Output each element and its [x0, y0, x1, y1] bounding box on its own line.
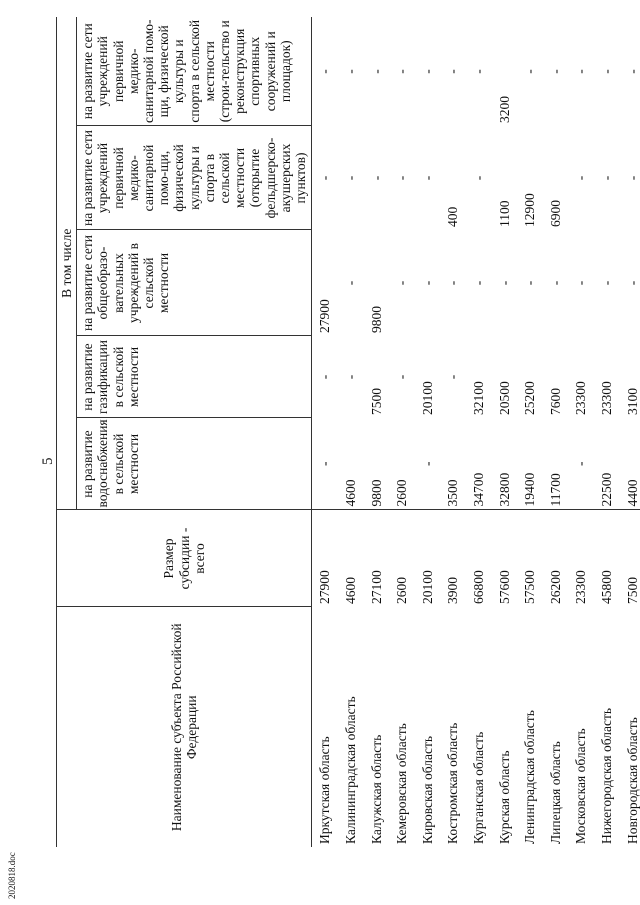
- subsidy-value: 2600: [394, 479, 410, 507]
- header-medical-posts: на развитие сети учреждений первичной медико-санитарной помо-щи, физической культуры и спорта в сельской местности (открытие фельдшерско-акушерских пунктов): [77, 126, 312, 230]
- subsidy-value: -: [419, 461, 435, 466]
- table-row: [389, 17, 415, 847]
- subsidy-value: 20500: [496, 381, 512, 415]
- table-row: [568, 17, 594, 847]
- subsidy-value: -: [368, 69, 384, 74]
- subsidy-value: -: [624, 280, 640, 286]
- region-name: Новгородская область: [624, 717, 640, 844]
- subsidy-value: -: [547, 280, 563, 286]
- subsidy-total: 23300: [568, 510, 594, 607]
- subsidy-value: 9800: [368, 479, 384, 507]
- subsidy-value: 7500: [368, 388, 384, 415]
- subsidy-total: 26200: [543, 510, 569, 607]
- subsidy-value: 4600: [343, 479, 359, 507]
- region-name: Калужская область: [368, 734, 384, 844]
- subsidy-value: 34700: [471, 472, 486, 507]
- table-row: [466, 17, 492, 847]
- subsidy-value: 7600: [547, 388, 563, 415]
- subsidy-value: -: [445, 280, 461, 286]
- region-name: Курская область: [496, 750, 512, 844]
- subsidy-value: 1100: [496, 200, 512, 227]
- subsidy-value: 32100: [471, 381, 486, 415]
- table-row: [619, 17, 640, 847]
- region-name: Костромская область: [445, 722, 461, 844]
- subsidy-value: 20100: [419, 381, 435, 415]
- header-total: Размер субсидии - всего: [57, 510, 312, 607]
- subsidy-value: 3100: [624, 388, 640, 415]
- table-row: [440, 17, 466, 847]
- table-row: [491, 17, 517, 847]
- subsidy-value: 32800: [496, 472, 512, 507]
- subsidy-value: 12900: [522, 193, 538, 227]
- header-region-name: Наименование субъекта Российской Федерации: [57, 607, 312, 847]
- subsidy-value: 3500: [445, 479, 461, 507]
- region-name: Кировская область: [419, 735, 435, 844]
- subsidy-total: 3900: [440, 510, 466, 607]
- subsidy-value: 27900: [317, 299, 333, 333]
- subsidy-value: -: [624, 69, 640, 74]
- subsidy-value: 23300: [573, 381, 589, 415]
- subsidy-value: -: [547, 69, 563, 74]
- subsidy-value: -: [419, 175, 435, 181]
- region-name: Нижегородская область: [598, 707, 614, 844]
- subsidy-value: -: [317, 175, 333, 181]
- subsidy-value: -: [573, 69, 589, 74]
- subsidy-value: -: [394, 374, 410, 380]
- table-row: [363, 17, 389, 847]
- subsidy-value: 3200: [496, 96, 512, 123]
- subsidy-value: -: [343, 69, 359, 74]
- page-number: 5: [40, 457, 56, 465]
- subsidy-value: -: [343, 374, 359, 380]
- subsidy-value: -: [445, 69, 461, 74]
- subsidy-value: -: [522, 280, 538, 286]
- subsidy-value: -: [445, 374, 461, 380]
- subsidy-table: [56, 17, 640, 847]
- subsidy-total: 20100: [415, 510, 441, 607]
- subsidy-value: -: [419, 280, 435, 286]
- subsidy-value: -: [317, 374, 333, 380]
- subsidy-value: -: [598, 280, 614, 286]
- region-name: Кемеровская область: [394, 723, 410, 844]
- subsidy-value: 6900: [547, 200, 563, 227]
- subsidy-value: -: [496, 280, 512, 286]
- subsidy-value: -: [471, 175, 486, 181]
- region-name: Иркутская область: [317, 736, 333, 844]
- subsidy-value: 19400: [522, 472, 538, 507]
- subsidy-value: -: [317, 69, 333, 74]
- header-gasification: на развитие газификации в сельской местности: [77, 336, 312, 418]
- subsidy-total: 7500: [619, 510, 640, 607]
- region-name: Курганская область: [471, 731, 486, 844]
- subsidy-value: -: [522, 69, 538, 74]
- subsidy-value: -: [573, 280, 589, 286]
- subsidy-value: 9800: [368, 306, 384, 333]
- region-name: Липецкая область: [547, 741, 563, 844]
- subsidy-value: 400: [445, 206, 461, 227]
- subsidy-value: 25200: [522, 381, 538, 415]
- table-row: [543, 17, 569, 847]
- table-row: [312, 17, 338, 847]
- subsidy-value: -: [394, 175, 410, 181]
- subsidy-total: 27900: [312, 510, 338, 607]
- table-row: [338, 17, 364, 847]
- subsidy-total: 27100: [363, 510, 389, 607]
- subsidy-value: -: [394, 69, 410, 74]
- subsidy-total: 57600: [491, 510, 517, 607]
- footer-filename: 2020818.doc: [7, 852, 17, 899]
- header-water-supply: на развитие водоснабжения в сельской местности: [77, 418, 312, 510]
- subsidy-value: 11700: [547, 473, 563, 507]
- subsidy-value: -: [471, 69, 486, 74]
- subsidy-value: -: [598, 175, 614, 181]
- subsidy-total: 66800: [466, 510, 492, 607]
- region-name: Ленинградская область: [522, 710, 538, 844]
- subsidy-value: -: [598, 69, 614, 74]
- subsidy-value: -: [343, 280, 359, 286]
- subsidy-total: 45800: [594, 510, 620, 607]
- subsidy-value: -: [471, 280, 486, 286]
- subsidy-value: -: [419, 69, 435, 74]
- subsidy-value: -: [573, 461, 589, 466]
- table-row: [415, 17, 441, 847]
- subsidy-total: 2600: [389, 510, 415, 607]
- region-name: Калининградская область: [343, 696, 359, 844]
- subsidy-value: 23300: [598, 381, 614, 415]
- subsidy-total: 4600: [338, 510, 364, 607]
- header-sports-facilities: на развитие сети учреждений первичной медико-санитарной помо-щи, физической культуры и спорта в сельской местности (строи-тельство и реконструкция спортивных сооружений и площадок): [77, 17, 312, 126]
- subsidy-value: -: [624, 175, 640, 181]
- table-row: [517, 17, 543, 847]
- header-schools: на развитие сети общеобразо-вательных учреждений в сельской местности: [77, 230, 312, 336]
- table-row: [594, 17, 620, 847]
- table-body: [312, 17, 640, 847]
- subsidy-total: 57500: [517, 510, 543, 607]
- subsidy-value: -: [573, 175, 589, 181]
- subsidy-value: 22500: [598, 472, 614, 507]
- subsidy-value: -: [317, 461, 333, 466]
- subsidy-value: -: [368, 175, 384, 181]
- subsidy-value: -: [394, 280, 410, 286]
- header-group: В том числе: [57, 17, 77, 510]
- region-name: Московская область: [573, 728, 589, 844]
- subsidy-value: 4400: [624, 479, 640, 507]
- subsidy-value: -: [343, 175, 359, 181]
